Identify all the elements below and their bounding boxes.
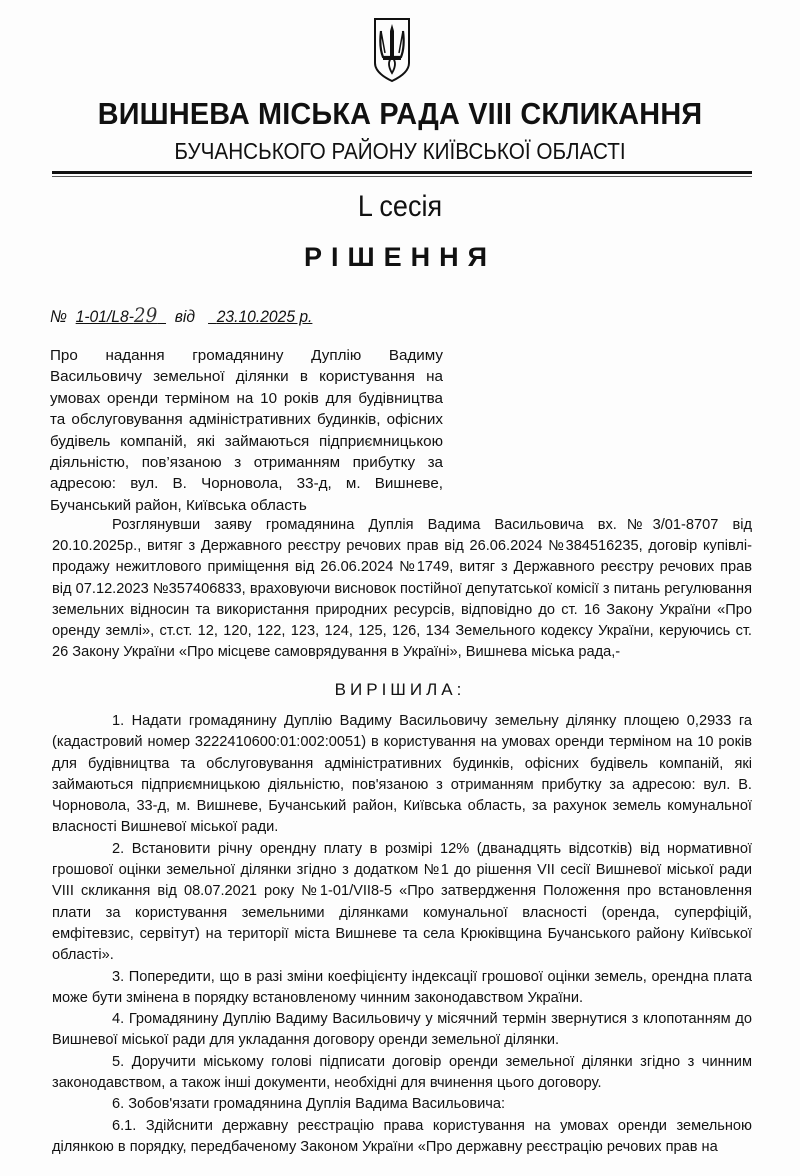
decision-date-value: 23.10.2025 р. bbox=[216, 307, 313, 326]
preamble bbox=[52, 515, 752, 663]
resolution-items bbox=[52, 711, 752, 1158]
decision-number-handwritten: 29 bbox=[133, 303, 158, 327]
decision-number-line bbox=[50, 303, 312, 327]
coat-of-arms-icon bbox=[373, 17, 411, 83]
resolution-item: 6.1. Здійснити державну реєстрацію права користування на умовах оренди земельною ділянкою в порядку, передбаченому Законом України «Про державну реєстрацію речових прав на bbox=[52, 1117, 752, 1155]
decision-subject: Про надання громадянину Дуплію Вадиму Васильовичу земельної ділянки в користування на умовах оренди терміном на 10 років для будівництва та обслуговування адміністративних будинків, офісних будівель компаній, які займаються підприємницькою діяльністю, пов’язаною з отриманням прибутку за адресою: вул. В. Чорновола, 33-д, м. Вишневе, Бучанський район, Київська область bbox=[50, 347, 443, 514]
organization-title: ВИШНЕВА МІСЬКА РАДА VIII СКЛИКАННЯ bbox=[97, 96, 703, 131]
resolution-item: 3. Попередити, що в разі зміни коефіцієнту індексації грошової оцінки земель, орендна плата може бути змінена в порядку встановленому чинним законодавством України. bbox=[52, 968, 752, 1006]
resolved-heading: ВИРІШИЛА: bbox=[334, 680, 466, 699]
header-divider bbox=[52, 171, 752, 174]
decision-number bbox=[75, 303, 166, 327]
document-type: РІШЕННЯ bbox=[303, 242, 497, 272]
resolution-item: 4. Громадянину Дуплію Вадиму Васильовичу у місячний термін звернутися з клопотанням до Вишневої міської ради для укладання договору оренди земельної ділянки. bbox=[52, 1011, 752, 1049]
district-subtitle: БУЧАНСЬКОГО РАЙОНУ КИЇВСЬКОЇ ОБЛАСТІ bbox=[174, 138, 626, 164]
resolution-item: 2. Встановити річну орендну плату в розмірі 12% (дванадцять відсотків) від нормативної грошової оцінки земельної ділянки згідно з додатком №1 до рішення VII сесії Вишневої міської ради VIII скликання від 08.07.2021 року №1-01/VII8-5 «Про затвердження Положення про встановлення плати за користування земельними ділянками комунальної власності (оренда, суперфіцій, емфітевзис, сервітут) на території міста Вишневе та села Крюківщина Бучанського району Київської області». bbox=[52, 840, 752, 964]
resolution-item: 1. Надати громадянину Дуплію Вадиму Васильовичу земельну ділянку площею 0,2933 га (кадастровий номер 3222410600:01:002:0051) в користування на умовах оренди терміном на 10 років для будівництва та обслуговування адміністративних будинків, офісних будівель компаній, які займаються підприємницькою діяльністю, пов'язаною з отриманням прибутку за адресою: вул. В. Чорновола, 33-д, м. Вишневе, Бучанський район, Київська область, за рахунок земель комунальної власності Вишневої міської ради. bbox=[52, 713, 752, 836]
session-title: L сесія bbox=[357, 190, 443, 223]
decision-number-printed: 1-01/L8- bbox=[75, 307, 134, 326]
decision-date bbox=[208, 307, 312, 326]
preamble-text: Розглянувши заяву громадянина Дуплія Вадима Васильовича вх.№3/01-8707 від 20.10.2025р., витяг з Державного реєстру речових прав від 26.06.2024 №384516235, договір купівлі-продажу нежитлового приміщення від 26.06.2024 №1749, витяг з Державного реєстру речових прав від 07.12.2023 №357406833, враховуючи висновок постійної депутатської комісії з питань регулювання земельних відносин та використання природних ресурсів, відповідно до ст. 16 Закону України «Про оренду землі», ст.ст. 12, 120, 122, 123, 124, 125, 126, 134 Земельного кодексу України, керуючись ст. 26 Закону України «Про місцеве самоврядування в Україні», Вишнева міська рада,- bbox=[52, 517, 752, 661]
resolution-item: 6. Зобов'язати громадянина Дуплія Вадима Васильовича: bbox=[112, 1096, 506, 1113]
header-divider-thin bbox=[52, 176, 752, 177]
number-prefix: № bbox=[50, 307, 67, 326]
date-from-label: від bbox=[174, 307, 196, 326]
resolution-item: 5. Доручити міському голові підписати договір оренди земельної ділянки згідно з чинним законодавством, а також інші документи, необхідні для вчинення цього договору. bbox=[52, 1053, 752, 1092]
